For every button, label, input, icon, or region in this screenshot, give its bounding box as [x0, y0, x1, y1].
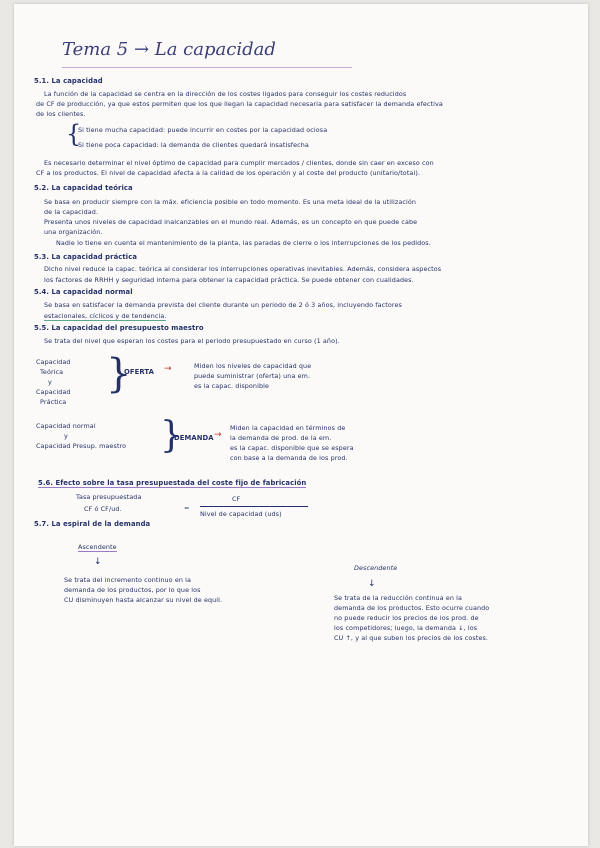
bullet-poca: Si tiene poca capacidad: la demanda de clientes quedará insatisfecha — [78, 141, 309, 149]
rate-formula: CF ó CF/ud. — [84, 505, 122, 513]
section-5-4-heading: 5.4. La capacidad normal — [34, 288, 133, 296]
section-5-3-line: Dicho nivel reduce la capac. teórica al considerar los interrupciones operativas inevitables. Además, considera aspectos — [44, 265, 442, 273]
diagram-label: Capacidad — [36, 358, 71, 366]
rate-label: Tasa presupuestada — [76, 493, 142, 501]
section-5-1-line: La función de la capacidad se centra en la dirección de los costes ligados para conseguir los costes reducidos — [44, 90, 407, 98]
section-5-2-line: Presenta unos niveles de capacidad inalcanzables en el mundo real. Además, es un concepto en que puede cabe — [44, 218, 418, 226]
diagram-note: es la capac. disponible — [194, 382, 270, 390]
diagram-demanda: DEMANDA — [174, 434, 214, 442]
bracket-icon: { — [66, 120, 82, 148]
section-5-6-heading: 5.6. Efecto sobre la tasa presupuestada del coste fijo de fabricación — [38, 479, 307, 487]
diagram-oferta: OFERTA — [124, 368, 154, 376]
descendente-text: Se trata de la reducción continua en la — [334, 594, 462, 602]
fraction-denominator: Nivel de capacidad (uds) — [200, 510, 282, 518]
section-5-2-line: Nadie lo tiene en cuenta el mantenimiento de la planta, las paradas de cierre o los interrupciones de los pedidos. — [56, 239, 431, 247]
diagram-note: Miden los niveles de capacidad que — [194, 362, 312, 370]
ascendente-text: Se trata del incremento continuo en la — [64, 576, 192, 584]
section-5-3-heading: 5.3. La capacidad práctica — [34, 253, 138, 261]
diagram-label: y — [48, 378, 52, 386]
equals-sign: = — [184, 504, 190, 512]
section-5-1-line: Es necesario determinar el nivel óptimo de capacidad para cumplir mercados / clientes, donde sin caer en exceso con — [44, 159, 434, 167]
bracket-icon: } — [106, 351, 132, 397]
title-underline — [62, 67, 352, 68]
descendente-text: no puede reducir los precios de los prod. de — [334, 614, 479, 622]
section-5-2-heading: 5.2. La capacidad teórica — [34, 184, 133, 192]
diagram-label: Teórica — [40, 368, 64, 376]
section-5-1-line: de los clientes. — [36, 110, 86, 118]
down-arrow-icon: ↓ — [368, 579, 376, 589]
diagram-label: y — [64, 432, 68, 440]
right-arrow-icon: → — [164, 364, 172, 374]
descendente-text: los competidores; luego, la demanda ↓, los — [334, 624, 478, 632]
bracket-icon: } — [160, 415, 183, 456]
diagram-label: Capacidad Presup. maestro — [36, 442, 127, 450]
diagram-label: Práctica — [40, 398, 67, 406]
diagram-note: puede suministrar (oferta) una em. — [194, 372, 311, 380]
section-5-2-line: una organización. — [44, 228, 103, 236]
diagram-note: Miden la capacidad en términos de — [230, 424, 346, 432]
fraction-bar — [200, 506, 308, 507]
page-title: Tema 5 → La capacidad — [62, 39, 276, 60]
ascendente-text: CU disminuyen hasta alcanzar su nivel de equil. — [64, 596, 223, 604]
section-5-2-line: de la capacidad. — [44, 208, 99, 216]
ascendente-text: demanda de los productos, por lo que los — [64, 586, 201, 594]
diagram-label: Capacidad — [36, 388, 71, 396]
section-5-1-line: de CF de producción, ya que estos permiten que los que llegan la capacidad necesaria para satisfacer la demanda efectiva — [36, 100, 443, 108]
right-arrow-icon: → — [214, 430, 222, 440]
section-5-5-heading: 5.5. La capacidad del presupuesto maestro — [34, 324, 204, 332]
descendente-label: Descendente — [354, 564, 398, 572]
descendente-text: demanda de los productos. Esto ocurre cuando — [334, 604, 490, 612]
section-5-2-line: Se basa en producir siempre con la máx. eficiencia posible en todo momento. Es una meta ideal de la utilización — [44, 198, 417, 206]
ascendente-label: Ascendente — [78, 543, 117, 551]
section-5-1-line: CF a los productos. El nivel de capacidad afecta a la calidad de los operación y al coste del producto (unitario/total). — [36, 169, 421, 177]
section-5-4-line: estacionales, cíclicos y de tendencia. — [44, 312, 167, 320]
down-arrow-icon: ↓ — [94, 557, 102, 567]
section-5-3-line: los factores de RRHH y seguridad interna para obtener la capacidad práctica. Se puede obtener con cualidades. — [44, 276, 414, 284]
diagram-note: es la capac. disponible que se espera — [230, 444, 354, 452]
section-5-1-heading: 5.1. La capacidad — [34, 77, 103, 85]
diagram-note: con base a la demanda de los prod. — [230, 454, 348, 462]
section-5-4-line: Se basa en satisfacer la demanda prevista del cliente durante un periodo de 2 ó 3 años, incluyendo factores — [44, 301, 402, 309]
fraction-numerator: CF — [232, 495, 241, 503]
diagram-note: la demanda de prod. de la em. — [230, 434, 332, 442]
bullet-mucha: Si tiene mucha capacidad: puede incurrir en costes por la capacidad ociosa — [78, 126, 328, 134]
section-5-5-line: Se trata del nivel que esperan los costes para el periodo presupuestado en curso (1 año). — [44, 337, 340, 345]
notebook-page — [14, 4, 588, 846]
descendente-text: CU ↑, y al que suben los precios de los costes. — [334, 634, 489, 642]
diagram-label: Capacidad normal — [36, 422, 96, 430]
section-5-7-heading: 5.7. La espiral de la demanda — [34, 520, 151, 528]
